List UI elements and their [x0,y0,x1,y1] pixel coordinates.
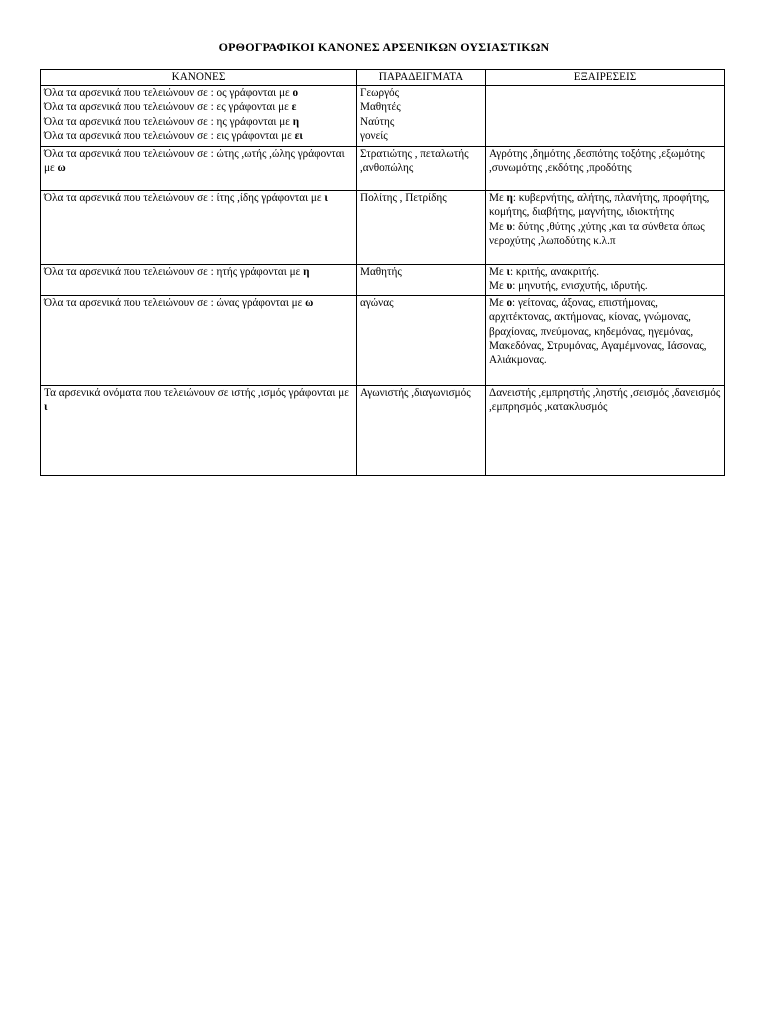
table-row [41,191,725,265]
table-row [41,86,725,147]
header-rules: ΚΑΝΟΝΕΣ [41,70,357,86]
header-examples: ΠΑΡΑΔΕΙΓΜΑΤΑ [357,70,486,86]
exception-line: Με η: κυβερνήτης, αλήτης, πλανήτης, προφήτης, κομήτης, διαβήτης, μαγνήτης, ιδιοκτήτης [489,192,710,219]
exceptions-cell: Με ο: γείτονας, άξονας, επιστήμονας, αρχιτέκτονας, ακτήμονας, κίονας, γνώμονας, βραχίονας, πνεύμονας, κηδεμόνας, ηγεμόνας, Μακεδόνας, Στρυμόνας, Αγαμέμνονας, Ιάσονας, Αλιάκμονας. [486,296,725,386]
rule-cell: Όλα τα αρσενικά που τελειώνουν σε : ώτης ,ωτής ,ώλης γράφονται με ω [41,147,357,191]
examples-cell: Γεωργός Μαθητές Ναύτης γονείς [357,86,486,147]
exceptions-cell [486,86,725,147]
exceptions-cell: Δανειστής ,εμπρηστής ,ληστής ,σεισμός ,δανεισμός ,εμπρησμός ,κατακλυσμός [486,386,725,476]
examples-cell: Πολίτης , Πετρίδης [357,191,486,265]
table-row [41,147,725,191]
header-exceptions: ΕΞΑΙΡΕΣΕΙΣ [486,70,725,86]
rule-cell: Όλα τα αρσενικά που τελειώνουν σε : ίτης ,ίδης γράφονται με ι [41,191,357,265]
examples-cell: Μαθητής [357,265,486,296]
exception-line: Με υ: δύτης ,θύτης ,χύτης ,και τα σύνθετα όπως νεροχύτης ,λωποδύτης κ.λ.π [489,220,705,247]
table-header-row [41,70,725,86]
spelling-rules-table [40,69,725,476]
examples-cell: Στρατιώτης , πεταλωτής ,ανθοπώλης [357,147,486,191]
rule-line: Όλα τα αρσενικά που τελειώνουν σε : ες γράφονται με ε [44,101,297,114]
rule-cell [41,86,357,147]
rule-cell: Όλα τα αρσενικά που τελειώνουν σε : ητής γράφονται με η [41,265,357,296]
table-row [41,265,725,296]
examples-cell: αγώνας [357,296,486,386]
exceptions-cell [486,265,725,296]
rule-line: Όλα τα αρσενικά που τελειώνουν σε : ης γράφονται με η [44,115,300,128]
rule-line: Όλα τα αρσενικά που τελειώνουν σε : εις γράφονται με ει [44,129,303,142]
examples-cell: Αγωνιστής ,διαγωνισμός [357,386,486,476]
table-row [41,386,725,476]
exception-line: Με ι: κριτής, ανακριτής. [489,266,600,279]
rule-line: Όλα τα αρσενικά που τελειώνουν σε : ος γράφονται με ο [44,87,299,100]
rule-cell: Τα αρσενικά ονόματα που τελειώνουν σε ιστής ,ισμός γράφονται με ι [41,386,357,476]
table-row [41,296,725,386]
document-title: ΟΡΘΟΓΡΑΦΙΚΟΙ ΚΑΝΟΝΕΣ ΑΡΣΕΝΙΚΩΝ ΟΥΣΙΑΣΤΙΚΩΝ [218,40,550,54]
exception-line: Με υ: μηνυτής, ενισχυτής, ιδρυτής. [489,280,648,293]
exceptions-cell: Αγρότης ,δημότης ,δεσπότης τοξότης ,εξωμότης ,συνωμότης ,εκδότης ,προδότης [486,147,725,191]
exceptions-cell [486,191,725,265]
rule-cell: Όλα τα αρσενικά που τελειώνουν σε : ώνας γράφονται με ω [41,296,357,386]
